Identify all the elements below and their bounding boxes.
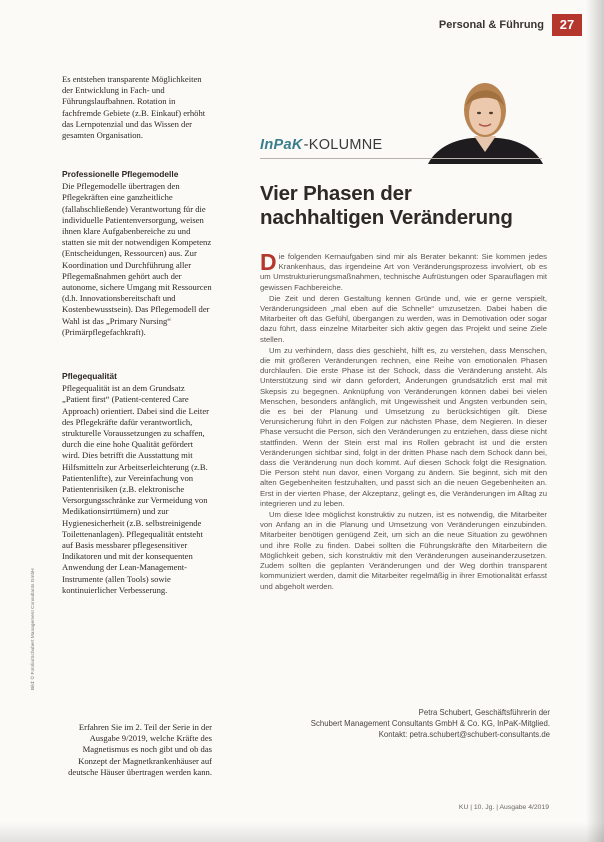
- author-signature: [270, 708, 550, 740]
- section-header: Personal & Führung: [438, 19, 544, 31]
- drop-cap: D: [260, 249, 277, 275]
- author-company: Schubert Management Consultants GmbH & Co. KG, InPaK-Mitglied.: [310, 718, 550, 728]
- author-contact: Kontakt: petra.schubert@schubert-consultants.de: [378, 729, 550, 739]
- page-number-badge: 27: [552, 14, 582, 36]
- page-bottom-shadow: [0, 822, 604, 842]
- left-column-outro: [62, 722, 212, 778]
- left-column-section-professional-models: [62, 169, 212, 338]
- portrait-illustration: [428, 76, 543, 164]
- column-divider: [260, 158, 542, 159]
- photo-credit: Bild: © Fotolia/Schubert Management Consultants GmbH: [31, 568, 36, 690]
- article-body: [260, 249, 547, 593]
- author-name: Petra Schubert, Geschäftsführerin der: [418, 708, 550, 717]
- title-line-2: nachhaltigen Veränderung: [260, 206, 513, 229]
- inpak-column-label: [260, 137, 383, 153]
- section-text-pflegequalitaet: Pflegequalität ist an dem Grundsatz „Patient first“ (Patient-centered Care Approach) orientiert. Dabei sind die Leiter des Pflegekräfte dafür verantwortlich, strukturelle Voraussetzungen zu schaffen, durch die eine hohe Qualität gefördert wird. Dies betrifft die Ausstattung mit Hilfsmitteln zur Arbeitserleichterung (z.B. Patientenlifte), zur Vereinfachung von Patientenrisiken (z.B. elektronische Versorgungsschränke zur Vermeidung von Medikationsirrtümern) und zur Hygienesicherheit (z.B. selbstreinigende Toilettenanlagen). Pflegequalität entsteht auf Basis messbarer pflegesensitiver Indikatoren und mit der konsequenten Anwendung der Lean-Management-Instrumente (allen Tools) sowie kontinuierlicher Verbesserung.: [62, 383, 209, 595]
- page-fold-shadow: [586, 0, 604, 842]
- left-column-section-quality: [62, 371, 212, 596]
- intro-paragraph: Es entstehen transparente Möglichkeiten der Entwicklung in Fach- und Führungslaufbahnen. Rotation in fachfremde Gebiete (z.B. Einkauf) erhöht das Lernpotenzial und das Wissen der gesamten Organisation.: [62, 74, 206, 141]
- left-column-intro: [62, 74, 212, 141]
- outro-paragraph: Erfahren Sie im 2. Teil der Serie in der Ausgabe 9/2019, welche Kräfte des Magnetismus es noch gibt und ob das Konzept der Magnetkrankenhäuser auf deutsche Häuser übertragen werden kann.: [68, 722, 212, 777]
- article-title: [260, 182, 513, 230]
- inpak-logo: InPaK: [260, 137, 303, 153]
- section-text-pflegemodelle: Die Pflegemodelle übertragen den Pflegekräften eine ganzheitliche (fallabschließende) Verantwortung für die individuelle Patientenversorgung, weisen ihnen klare Aufgabenbereiche zu und statten sie mit der notwendigen Kompetenz (Entscheidungen, Ressourcen) aus. Zur Koordination und Durchführung aller Pflegemaßnahmen gehört auch der autonome, sichere Umgang mit Ressourcen (d.h. Innovationsbereitschaft und Kostenbewusstsein). Das Pflegemodell der Wahl ist das „Primary Nursing“ (Primärpflegefachkraft).: [62, 181, 212, 337]
- title-line-1: Vier Phasen der: [260, 182, 412, 205]
- body-paragraph: Die Zeit und deren Gestaltung kennen Gründe und, wie er gerne verspielt, Veränderungsideen „mal eben auf die Schnelle“ umzusetzen. Dabei haben die Mitarbeiter oft das Gefühl, übergangen zu werden, was in Demotivation oder sogar dazu führt, dass einzelne Mitarbeiter sich aktiv gegen das Projekt und seine Ziele stellen.: [260, 293, 547, 344]
- body-paragraph: [260, 249, 547, 293]
- page-footer: KU | 10. Jg. | Ausgabe 4/2019: [458, 804, 549, 811]
- column-label-text: -KOLUMNE: [303, 137, 383, 153]
- section-heading-pflegequalitaet: Pflegequalität: [62, 371, 117, 381]
- body-paragraph-1-text: ie folgenden Kernaufgaben sind mir als Berater bekannt: Sie kommen jedes Krankenhaus, das irgendeine Art von Veränderungsprozess involviert, ob es um Umstrukturierungsmaßnahmen, technische Aufrüstungen oder Sparauflagen mit gewissen Fachbereiche.: [260, 252, 547, 292]
- body-paragraph: Um zu verhindern, dass dies geschieht, hilft es, zu verstehen, dass Menschen, die mit größeren Veränderungen rechnen, eine Reihe von emotionalen Phasen durchlaufen. Die erste Phase ist der Schock, dass die Veränderung ansteht. Als Unterstützung sind wir dann gefordert, Änderungen grundsätzlich erst mal mit Skepsis zu begegnen. Anknüpfung von Veränderungen können dabei bei vielen Menschen, besonders anfänglich, mit Ungewissheit und Ängsten verbunden sein, die es bei der Planung und Umsetzung zu berücksichtigen gilt. Diese Verunsicherung führt in den Folgen zur nächsten Phase, dem Negieren. In dieser Phase versucht die Person, sich den Veränderungen zu entziehen, dass diese nicht stattfinden. Wenn der Stein erst mal ins Rollen gebracht ist und die ersten Veränderungen sichtbar sind, folgt in der dritten Phase nach dem Schock dann bei, dass die Veränderung nun doch kommt. Auf diesen Schock folgt die Resignation. Die Person steht nun davor, einen Vorgang zu ändern. Sie beginnt, sich mit den alten Gegebenheiten festzuhalten, und passt sich an die neuen Gegebenheiten an. Erst in der vierten Phase, der Akzeptanz, gelingt es, die Veränderungen im Alltag zu integrieren und zu leben.: [260, 345, 547, 508]
- body-paragraph: Um diese Idee möglichst konstruktiv zu nutzen, ist es notwendig, die Mitarbeiter von Anfang an in die Planung und Umsetzung von Veränderungen einzubinden. Mitarbeiter benötigen genügend Zeit, um sich an die neue Situation zu gewöhnen und ihre Rolle zu finden. Dabei sollten die Führungskräfte den Mitarbeitern die Möglichkeit geben, sich konstruktiv mit den Veränderungen auseinanderzusetzen. Zudem sollten die geplanten Veränderungen und der Weg dorthin transparent kommuniziert werden, damit die Mitarbeiter regelmäßig in ihrer Emotionalität erfasst und abgeholt werden.: [260, 510, 547, 591]
- section-heading-pflegemodelle: Professionelle Pflegemodelle: [62, 169, 179, 179]
- author-portrait-photo: [428, 76, 543, 164]
